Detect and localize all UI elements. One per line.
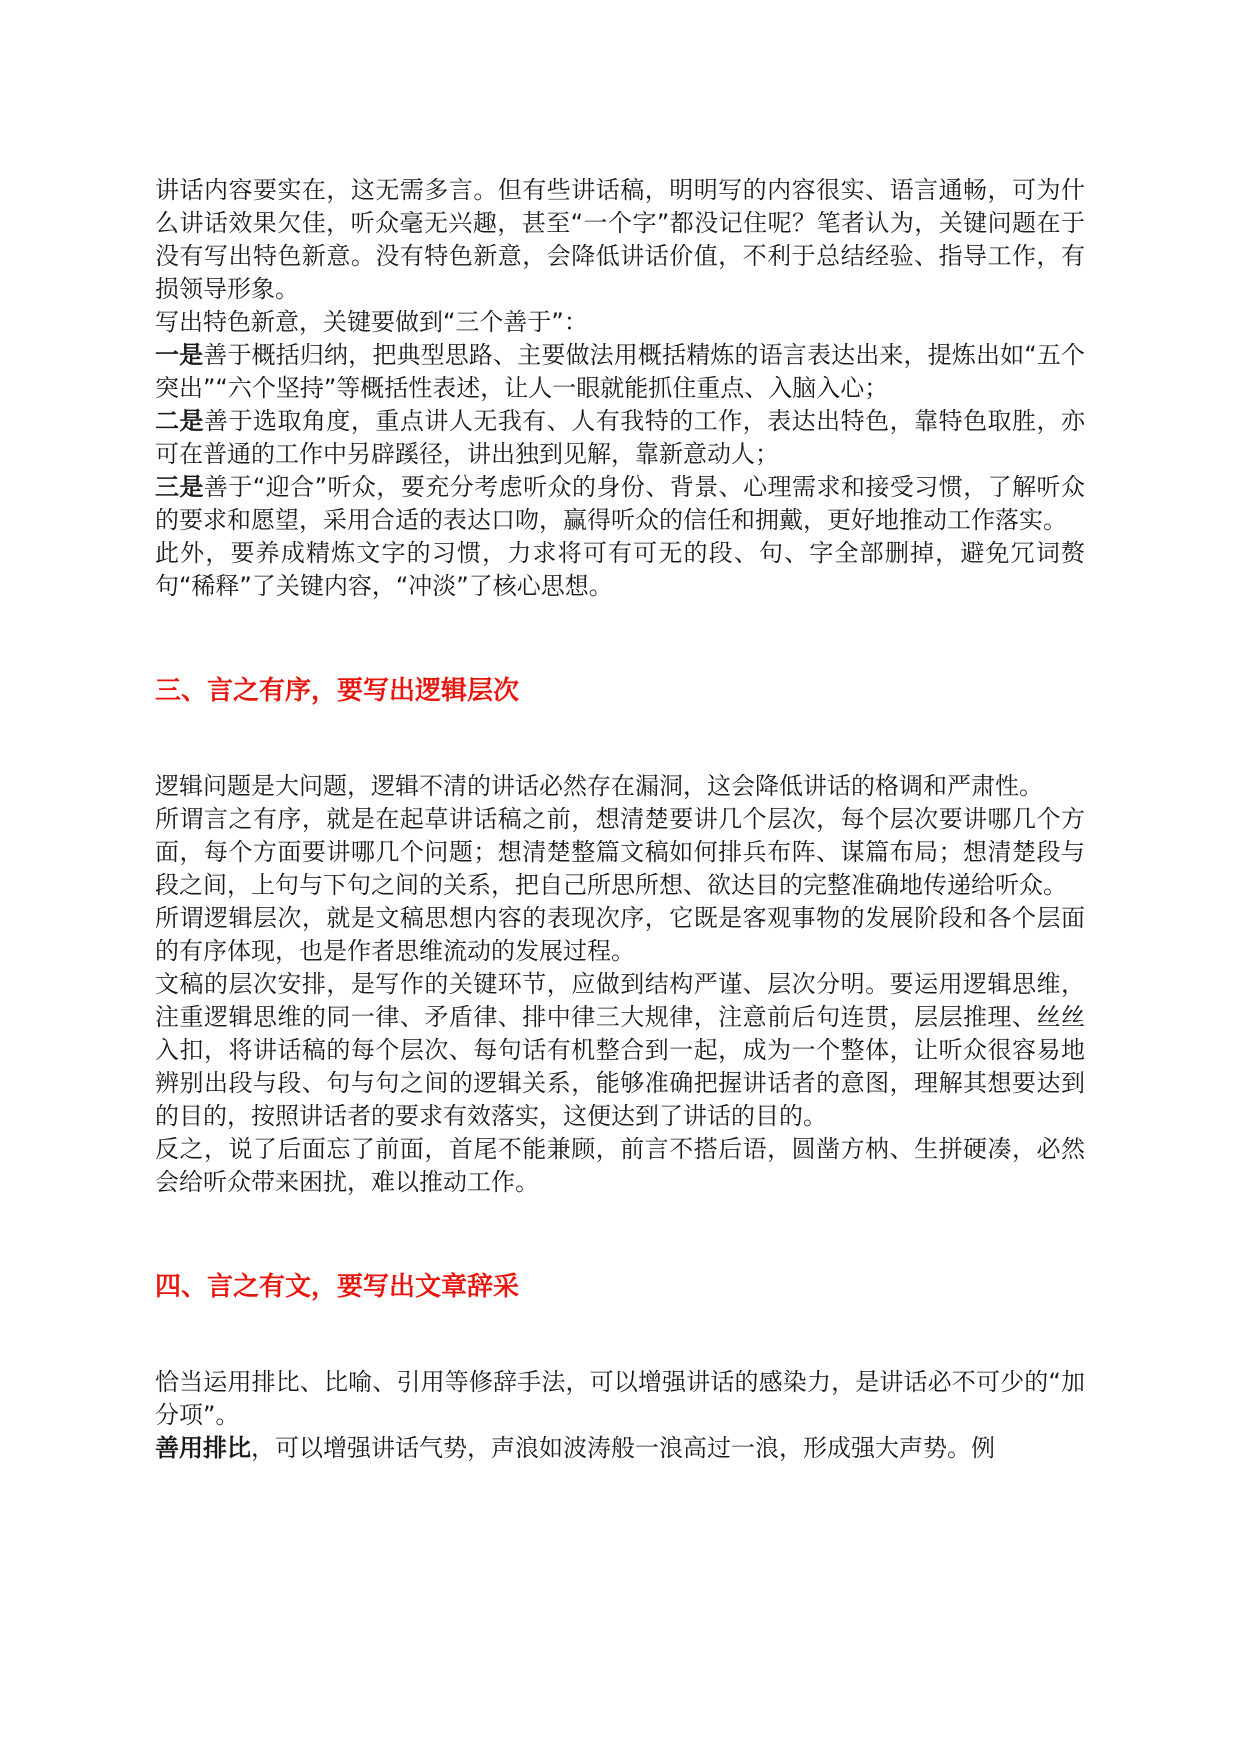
paragraph: 此外，要养成精炼文字的习惯，力求将可有可无的段、句、字全部删掉，避免冗词赘句“稀释”了关键内容，“冲淡”了核心思想。 [155, 539, 1085, 600]
item-text: ，可以增强讲话气势，声浪如波涛般一浪高过一浪，形成强大声势。例 [251, 1434, 995, 1462]
paragraph: 写出特色新意，关键要做到“三个善于”： [155, 308, 588, 336]
item-lead: 一是 [155, 341, 204, 369]
item-text: 善于“迎合”听众，要充分考虑听众的身份、背景、心理需求和接受习惯，了解听众的要求和愿望，采用合适的表达口吻，赢得听众的信任和拥戴，更好地推动工作落实。 [155, 473, 1085, 534]
paragraph: 文稿的层次安排，是写作的关键环节，应做到结构严谨、层次分明。要运用逻辑思维，注重逻辑思维的同一律、矛盾律、排中律三大规律，注意前后句连贯，层层推理、丝丝入扣，将讲话稿的每个层次、每句话有机整合到一起，成为一个整体，让听众很容易地辨别出段与段、句与句之间的逻辑关系，能够准确把握讲话者的意图，理解其想要达到的目的，按照讲话者的要求有效落实，这便达到了讲话的目的。 [155, 970, 1085, 1130]
item-lead: 二是 [155, 407, 204, 435]
paragraph: 所谓言之有序，就是在起草讲话稿之前，想清楚要讲几个层次，每个层次要讲哪几个方面，每个方面要讲哪几个问题；想清楚整篇文稿如何排兵布阵、谋篇布局；想清楚段与段之间，上句与下句之间的关系，把自己所思所想、欲达目的完整准确地传递给听众。 [155, 805, 1085, 899]
list-item [155, 471, 1085, 537]
paragraph: 讲话内容要实在，这无需多言。但有些讲话稿，明明写的内容很实、语言通畅，可为什么讲话效果欠佳，听众毫无兴趣，甚至“一个字”都没记住呢？笔者认为，关键问题在于没有写出特色新意。没有特色新意，会降低讲话价值，不利于总结经验、指导工作，有损领导形象。 [155, 176, 1085, 303]
section-heading: 四、言之有文，要写出文章辞采 [155, 1272, 520, 1302]
item-text: 善于概括归纳，把典型思路、主要做法用概括精炼的语言表达出来，提炼出如“五个突出”“六个坚持”等概括性表述，让人一眼就能抓住重点、入脑入心； [155, 341, 1085, 402]
list-item [155, 1432, 1085, 1465]
paragraph: 恰当运用排比、比喻、引用等修辞手法，可以增强讲话的感染力，是讲话必不可少的“加分项”。 [155, 1368, 1085, 1429]
item-text: 善于选取角度，重点讲人无我有、人有我特的工作，表达出特色，靠特色取胜，亦可在普通的工作中另辟蹊径，讲出独到见解，靠新意动人； [155, 407, 1086, 468]
section-heading: 三、言之有序，要写出逻辑层次 [155, 676, 520, 706]
paragraph: 所谓逻辑层次，就是文稿思想内容的表现次序，它既是客观事物的发展阶段和各个层面的有序体现，也是作者思维流动的发展过程。 [155, 904, 1085, 965]
list-item [155, 405, 1085, 471]
list-item [155, 339, 1085, 405]
paragraph: 反之，说了后面忘了前面，首尾不能兼顾，前言不搭后语，圆凿方枘、生拼硬凑，必然会给听众带来困扰，难以推动工作。 [155, 1135, 1085, 1196]
document-page [155, 174, 1085, 1465]
item-lead: 三是 [155, 473, 204, 501]
paragraph: 逻辑问题是大问题，逻辑不清的讲话必然存在漏洞，这会降低讲话的格调和严肃性。 [155, 772, 1043, 800]
item-lead: 善用排比 [155, 1434, 251, 1462]
